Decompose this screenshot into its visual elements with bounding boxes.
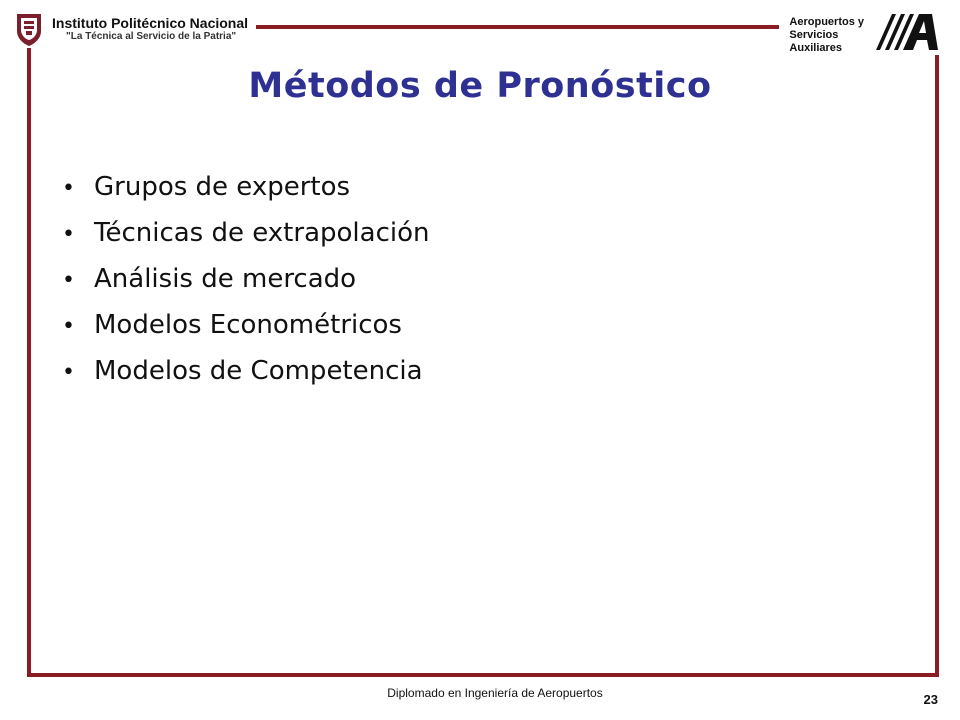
partner-name-line: Auxiliares (789, 42, 843, 54)
partner-name-line: Aeropuertos y (789, 16, 864, 28)
list-item (62, 172, 429, 218)
partner-header (779, 12, 940, 55)
list-item (62, 264, 429, 310)
bullet-marker: • (62, 314, 75, 339)
ipn-shield-logo-icon (14, 11, 44, 47)
bullet-marker: • (62, 360, 75, 385)
slide-title: Métodos de Pronóstico (248, 66, 712, 106)
institution-header (14, 10, 256, 48)
institution-name: Instituto Politécnico Nacional (52, 14, 249, 31)
bullet-text: Modelos Econométricos (94, 310, 402, 340)
bullet-text: Análisis de mercado (94, 264, 357, 294)
institution-motto: "La Técnica al Servicio de la Patria" (66, 31, 237, 43)
list-item (62, 218, 429, 264)
bullet-marker: • (62, 222, 75, 247)
bullet-marker: • (62, 268, 75, 293)
bullet-marker: • (62, 176, 75, 201)
partner-name (789, 16, 864, 55)
bullet-text: Modelos de Competencia (94, 356, 423, 386)
bullet-list (62, 172, 429, 402)
page-number: 23 (923, 692, 938, 707)
top-rule (205, 25, 795, 29)
list-item (62, 310, 429, 356)
list-item (62, 356, 429, 402)
bullet-text: Grupos de expertos (94, 172, 351, 202)
footer-caption: Diplomado en Ingeniería de Aeropuertos (387, 686, 603, 700)
partner-name-line: Servicios (789, 29, 839, 41)
asa-stripes-logo-icon (874, 12, 940, 52)
bullet-text: Técnicas de extrapolación (94, 218, 430, 248)
